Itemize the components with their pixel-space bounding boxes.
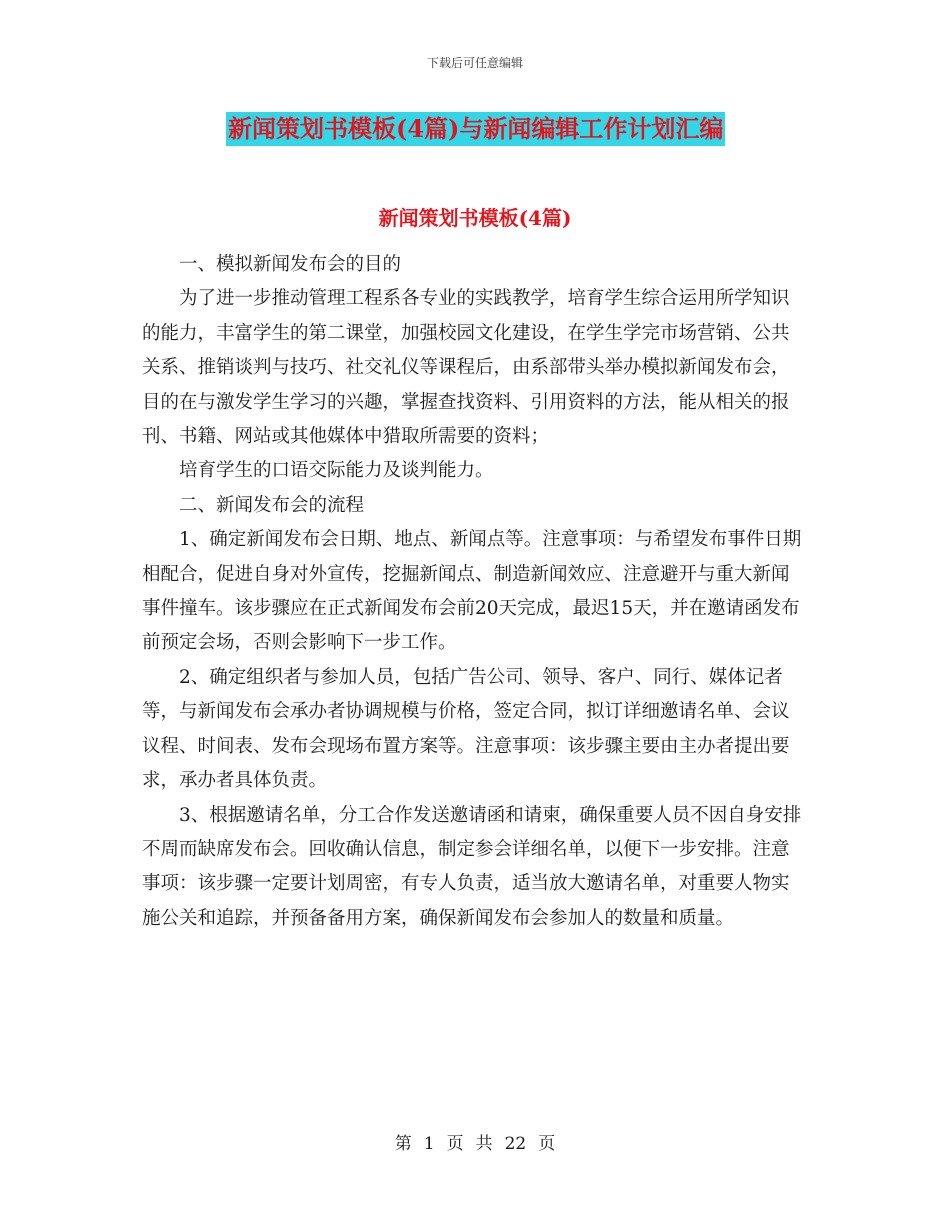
paragraph-heading-2: 二、新闻发布会的流程 [179, 494, 365, 516]
document-body [142, 248, 802, 936]
page-footer [0, 1129, 950, 1154]
footer-page-number: 1 [423, 1134, 435, 1154]
header-note: 下载后可任意编辑 [426, 56, 523, 70]
paragraph: 2、确定组织者与参加人员，包括广告公司、领导、客户、同行、媒体记者等，与新闻发布会承办者协调规模与价格，签定合同，拟订详细邀请名单、会议议程、时间表、发布会现场布置方案等。注意事项：该步骤主要由主办者提出要求，承办者具体负责。 [142, 666, 790, 792]
paragraph: 3、根据邀请名单，分工合作发送邀请函和请柬，确保重要人员不因自身安排不周而缺席发布会。回收确认信息，制定参会详细名单，以便下一步安排。注意事项：该步骤一定要计划周密，有专人负责，适当放大邀请名单，对重要人物实施公关和追踪，并预备备用方案，确保新闻发布会参加人的数量和质量。 [142, 804, 802, 929]
footer-prefix: 第 [394, 1134, 412, 1154]
footer-suffix: 页 [538, 1134, 556, 1154]
section-title: 新闻策划书模板(4篇) [378, 206, 572, 230]
paragraph-heading-1: 一、模拟新闻发布会的目的 [179, 254, 402, 275]
paragraph: 为了进一步推动管理工程系各专业的实践教学，培育学生综合运用所学知识的能力，丰富学生的第二课堂，加强校园文化建设，在学生学完市场营销、公共关系、推销谈判与技巧、社交礼仪等课程后，由系部带头举办模拟新闻发布会，目的在与激发学生学习的兴趣，掌握查找资料、引用资料的方法，能从相关的报刊、书籍、网站或其他媒体中猎取所需要的资料； [142, 288, 790, 448]
document-title: 新闻策划书模板(4篇)与新闻编辑工作计划汇编 [226, 112, 725, 146]
footer-total-pages: 22 [504, 1134, 527, 1154]
footer-total-label: 共 [475, 1134, 493, 1154]
footer-page-label: 页 [446, 1134, 464, 1154]
paragraph: 1、确定新闻发布会日期、地点、新闻点等。注意事项：与希望发布事件日期相配合，促进自身对外宣传，挖掘新闻点、制造新闻效应、注意避开与重大新闻事件撞车。该步骤应在正式新闻发布会前20天完成，最迟15天，并在邀请函发布前预定会场，否则会影响下一步工作。 [142, 529, 802, 654]
paragraph: 培育学生的口语交际能力及谈判能力。 [179, 460, 494, 482]
